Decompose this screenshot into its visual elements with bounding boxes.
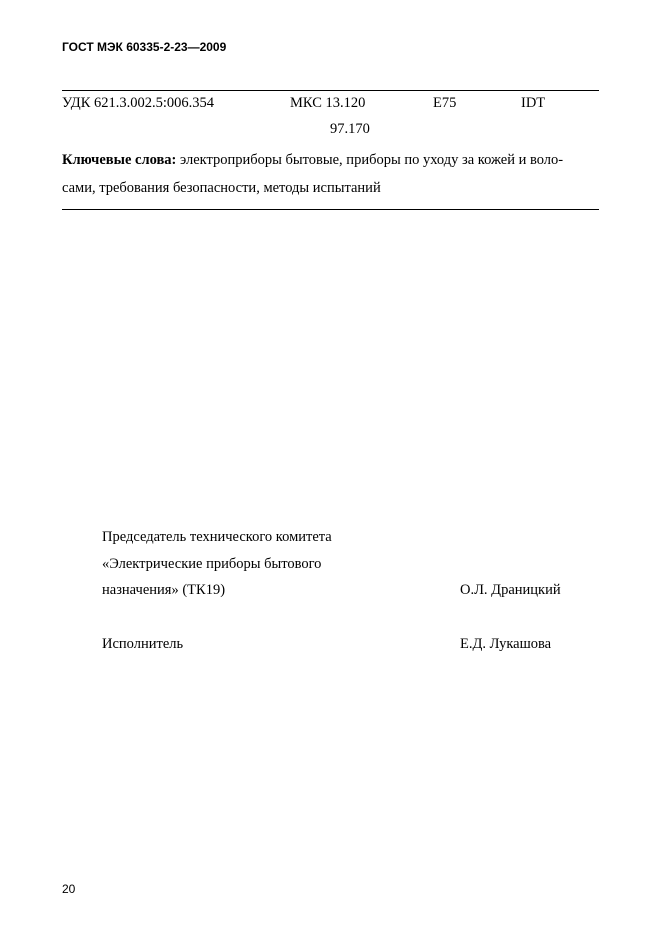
top-divider xyxy=(62,90,599,91)
mks-code-2: 97.170 xyxy=(330,121,370,137)
page-number: 20 xyxy=(62,882,76,896)
keywords-line-2: сами, требования безопасности, методы испытаний xyxy=(62,180,381,196)
keywords-line-1: электроприборы бытовые, приборы по уходу за кожей и воло- xyxy=(180,152,564,168)
document-header: ГОСТ МЭК 60335-2-23—2009 xyxy=(62,40,227,54)
bottom-divider xyxy=(62,209,599,210)
executor-role: Исполнитель xyxy=(102,636,184,652)
chair-title-line-1: Председатель технического комитета xyxy=(102,529,332,545)
mks-code-1: МКС 13.120 xyxy=(290,95,366,111)
chair-name: О.Л. Драницкий xyxy=(460,582,561,598)
okp-code: Е75 xyxy=(433,95,457,111)
keywords-label: Ключевые слова: xyxy=(62,152,177,168)
chair-title-line-2: «Электрические приборы бытового xyxy=(102,556,322,572)
udk-code: УДК 621.3.002.5:006.354 xyxy=(62,95,215,111)
idt-mark: IDT xyxy=(521,95,546,111)
chair-title-line-3: назначения» (ТК19) xyxy=(102,582,226,598)
executor-name: Е.Д. Лукашова xyxy=(460,636,552,652)
keywords-block xyxy=(62,146,614,202)
